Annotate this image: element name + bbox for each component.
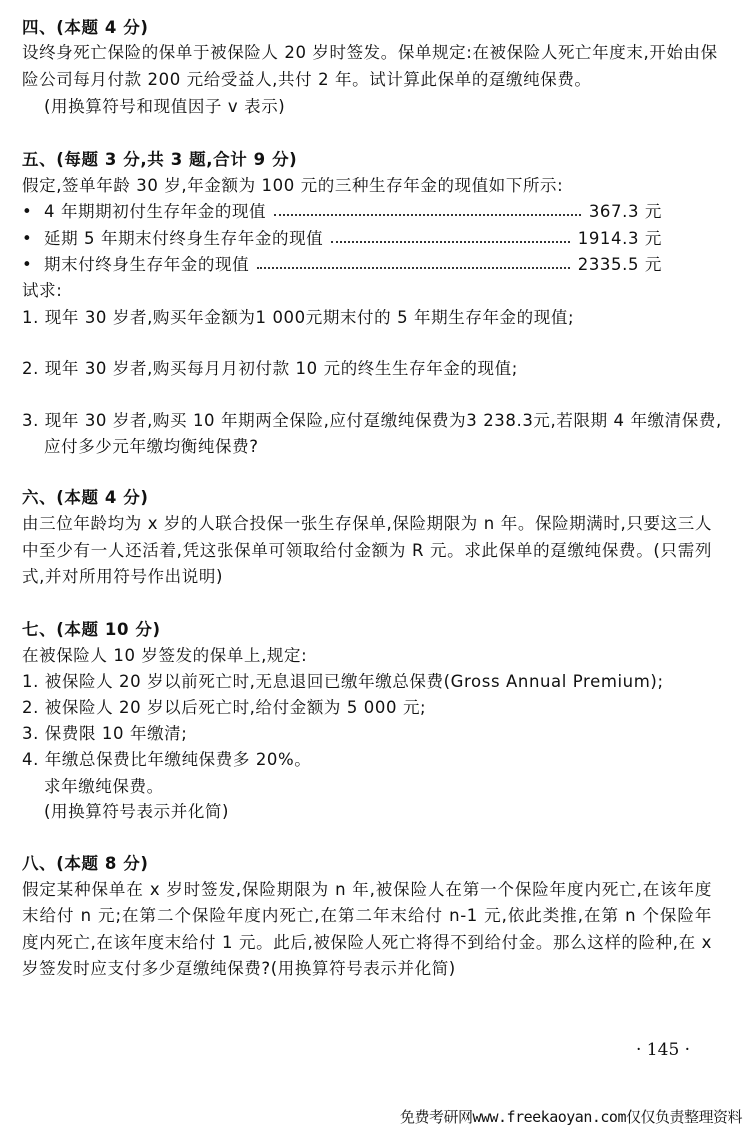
q7-item: 1. 被保险人 20 岁以前死亡时,无息退回已缴年缴总保费(Gross Annual Premium);	[22, 672, 664, 691]
q5-sub3: 3. 现年 30 岁者,购买 10 年期两全保险,应付趸缴纯保费为3 238.3元,若限期 4 年缴清保费,	[22, 411, 722, 430]
q7-ask: 求年缴纯保费。	[44, 777, 164, 796]
q7-note: (用换算符号表示并化简)	[44, 802, 230, 821]
annuity-label: 4 年期期初付生存年金的现值	[44, 202, 267, 221]
q6-text: 中至少有一人还活着,凭这张保单可领取给付金额为 R 元。求此保单的趸缴纯保费。(只需列	[22, 541, 712, 560]
q5-sub1: 1. 现年 30 岁者,购买年金额为1 000元期末付的 5 年期生存年金的现值;	[22, 308, 575, 327]
q7-item: 2. 被保险人 20 岁以后死亡时,给付金额为 5 000 元;	[22, 698, 427, 717]
q8-text: 度内死亡,在该年度末给付 1 元。此后,被保险人死亡将得不到给付金。那么这样的险种,在 x	[22, 933, 712, 952]
dot-leader	[257, 267, 570, 269]
q8-text: 末给付 n 元;在第二个保险年度内死亡,在第二年末给付 n-1 元,依此类推,在第 n 个保险年	[22, 906, 712, 925]
page-number: · 145 ·	[636, 1040, 691, 1060]
footer-watermark: 免费考研网www.freekaoyan.com仅仅负责整理资料	[399, 1108, 742, 1126]
q5-heading: 五、(每题 3 分,共 3 题,合计 9 分)	[22, 150, 298, 169]
q4-text: 险公司每月付款 200 元给受益人,共付 2 年。试计算此保单的趸缴纯保费。	[22, 70, 592, 89]
annuity-value: 1914.3 元	[577, 229, 662, 248]
dot-leader	[331, 241, 569, 243]
q4-text: 设终身死亡保险的保单于被保险人 20 岁时签发。保单规定:在被保险人死亡年度末,开始由保	[22, 43, 718, 62]
annuity-item	[22, 229, 662, 249]
bullet-icon: •	[22, 255, 33, 274]
annuity-label: 期末付终身生存年金的现值	[44, 255, 250, 274]
q5-sub3-cont: 应付多少元年缴均衡纯保费?	[44, 437, 259, 456]
bullet-icon: •	[22, 202, 33, 221]
q8-heading: 八、(本题 8 分)	[22, 854, 149, 873]
q5-ask: 试求:	[22, 281, 63, 300]
q6-text: 由三位年龄均为 x 岁的人联合投保一张生存保单,保险期限为 n 年。保险期满时,只要这三人	[22, 514, 712, 533]
annuity-item	[22, 202, 662, 222]
q8-text: 岁签发时应支付多少趸缴纯保费?(用换算符号表示并化简)	[22, 959, 456, 978]
q5-sub2: 2. 现年 30 岁者,购买每月月初付款 10 元的终生生存年金的现值;	[22, 359, 518, 378]
q6-text: 式,并对所用符号作出说明)	[22, 567, 223, 586]
q7-item: 3. 保费限 10 年缴清;	[22, 724, 188, 743]
dot-leader	[274, 214, 581, 216]
q6-heading: 六、(本题 4 分)	[22, 488, 149, 507]
q5-intro: 假定,签单年龄 30 岁,年金额为 100 元的三种生存年金的现值如下所示:	[22, 176, 564, 195]
q4-note: (用换算符号和现值因子 v 表示)	[44, 97, 286, 116]
annuity-value: 367.3 元	[588, 202, 662, 221]
q7-item: 4. 年缴总保费比年缴纯保费多 20%。	[22, 750, 312, 769]
q8-text: 假定某种保单在 x 岁时签发,保险期限为 n 年,被保险人在第一个保险年度内死亡,在该年度	[22, 880, 712, 899]
q7-heading: 七、(本题 10 分)	[22, 620, 161, 639]
bullet-icon: •	[22, 229, 33, 248]
q4-heading: 四、(本题 4 分)	[22, 18, 149, 37]
annuity-item	[22, 255, 662, 275]
q7-intro: 在被保险人 10 岁签发的保单上,规定:	[22, 646, 308, 665]
annuity-label: 延期 5 年期末付终身生存年金的现值	[44, 229, 324, 248]
annuity-value: 2335.5 元	[577, 255, 662, 274]
